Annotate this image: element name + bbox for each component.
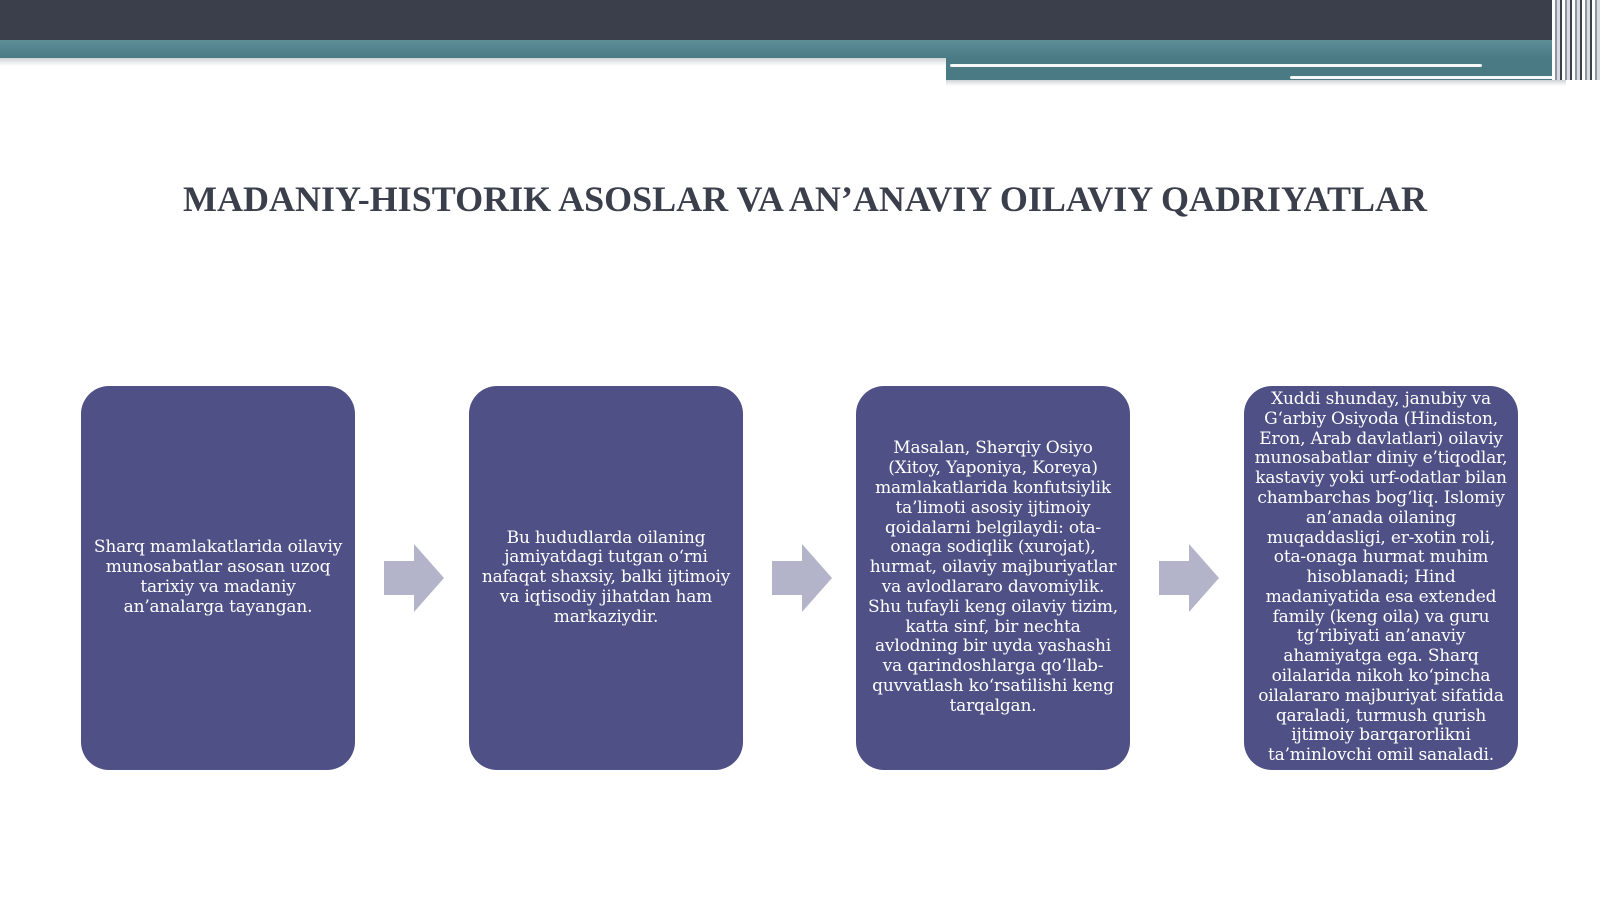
process-step-text: Masalan, Shərqiy Osiyo (Xitoy, Yaponiya, Koreya) mamlakatlarida konfutsiylik ta’limoti asosiy ijtimoiy qoidalarni belgilaydi: ota-onaga sodiqlik (xurojat), hurmat, oilaviy majburiyatlar va avlodlararo davomiylik. Shu tufayli keng oilaviy tizim, katta sinf, bir nechta avlodning bir uyda yashashi va qarindoshlarga qoʻllab-quvvatlash koʻrsatilishi keng tarqalgan.	[868, 438, 1118, 716]
slide-title: MADANIY-HISTORIK ASOSLAR VA AN’ANAVIY OILAVIY QADRIYATLAR	[183, 179, 1427, 219]
process-step-text: Xuddi shunday, janubiy va Gʻarbiy Osiyoda (Hindiston, Eron, Arab davlatlari) oilaviy munosabatlar diniy e’tiqodlar, kastaviy yoki urf-odatlar bilan chambarchas bogʻliq. Islomiy an’anada oilaning muqaddasligi, er-xotin roli, ota-onaga hurmat muhim hisoblanadi; Hind madaniyatida esa extended family (keng oila) va guru tgʻribiyati an’anaviy ahamiyatga ega. Sharq oilalarida nikoh koʻpincha oilalararo majburiyat sifatida qaraladi, turmush qurish ijtimoiy barqarorlikni ta’minlovchi omil sanaladi.	[1254, 388, 1508, 766]
chevron-right-arrow-icon	[1159, 544, 1219, 612]
process-step-4	[1244, 386, 1518, 770]
chevron-right-arrow-icon	[772, 544, 832, 612]
header-shadow	[0, 58, 948, 66]
chevron-right-arrow-icon	[384, 544, 444, 612]
header-dark-band	[0, 0, 1600, 40]
process-step-1	[81, 386, 355, 770]
header-stripes	[1552, 0, 1600, 80]
process-step-text: Sharq mamlakatlarida oilaviy munosabatlar asosan uzoq tarixiy va madaniy an’analarga tayangan.	[93, 537, 343, 617]
process-step-3	[856, 386, 1130, 770]
header-tab-shadow	[946, 80, 1566, 86]
header-highlight-line	[950, 64, 1482, 67]
process-step-text: Bu hududlarda oilaning jamiyatdagi tutgan oʻrni nafaqat shaxsiy, balki ijtimoiy va iqtisodiy jihatdan ham markaziydir.	[481, 527, 731, 627]
process-step-2	[469, 386, 743, 770]
header-highlight-line	[1290, 76, 1570, 79]
header-teal-band	[0, 40, 1560, 58]
